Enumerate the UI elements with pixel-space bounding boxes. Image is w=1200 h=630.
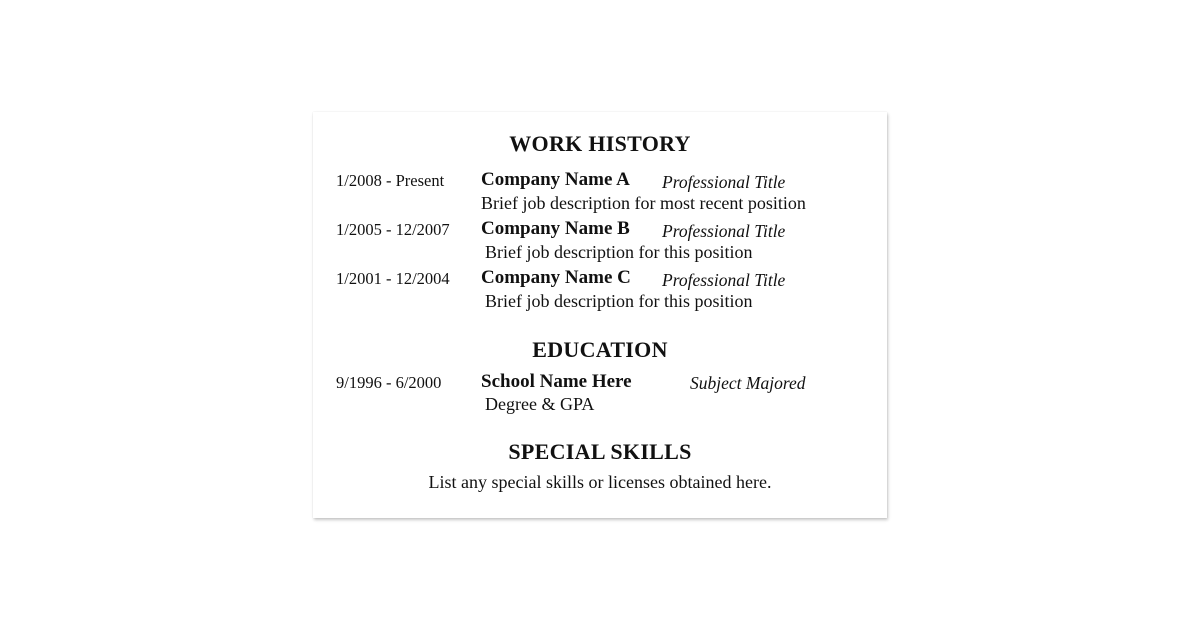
special-skills-heading: SPECIAL SKILLS xyxy=(508,439,692,464)
work-dates: 1/2005 - 12/2007 xyxy=(336,220,450,239)
job-description: Brief job description for most recent position xyxy=(481,193,806,213)
resume-card xyxy=(313,112,887,518)
degree-gpa: Degree & GPA xyxy=(485,394,595,414)
company-name: Company Name A xyxy=(481,169,630,190)
subject-majored: Subject Majored xyxy=(690,373,806,393)
job-description: Brief job description for this position xyxy=(485,242,753,262)
job-description: Brief job description for this position xyxy=(485,291,753,311)
work-dates: 1/2008 - Present xyxy=(336,171,445,190)
professional-title: Professional Title xyxy=(662,221,786,241)
work-history-heading: WORK HISTORY xyxy=(509,131,691,156)
education-dates: 9/1996 - 6/2000 xyxy=(336,373,442,392)
professional-title: Professional Title xyxy=(662,270,786,290)
company-name: Company Name B xyxy=(481,218,630,239)
special-skills-text: List any special skills or licenses obtained here. xyxy=(428,472,772,492)
work-dates: 1/2001 - 12/2004 xyxy=(336,269,450,288)
education-heading: EDUCATION xyxy=(532,337,668,362)
professional-title: Professional Title xyxy=(662,172,786,192)
company-name: Company Name C xyxy=(481,267,631,288)
school-name: School Name Here xyxy=(481,371,632,392)
